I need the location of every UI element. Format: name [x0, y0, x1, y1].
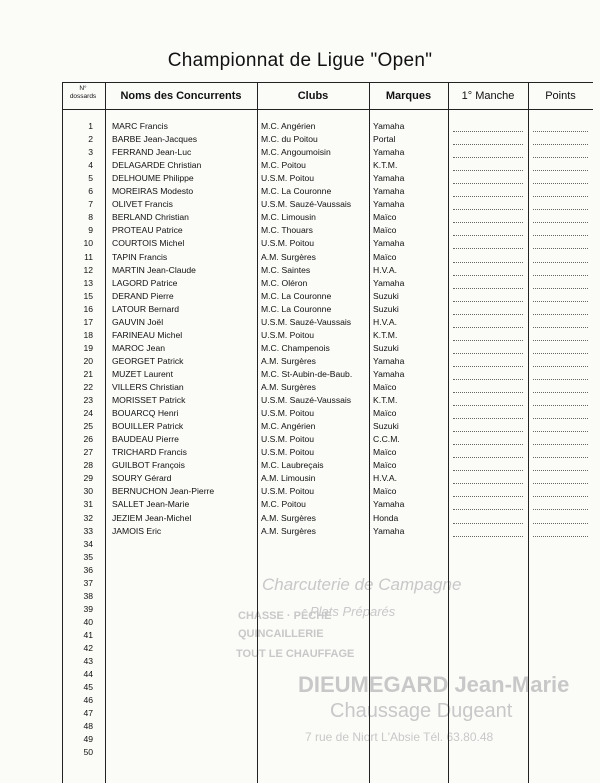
dossard-number: 19: [83, 342, 93, 353]
competitor-name: TRICHARD Francis: [112, 447, 187, 458]
header-points: Points: [545, 90, 576, 102]
table-row: [63, 329, 593, 342]
dossard-number: 48: [83, 721, 93, 732]
table-row: [63, 433, 593, 446]
dossard-number: 23: [83, 395, 93, 406]
motorcycle-make: Maïco: [373, 486, 397, 497]
dossard-number: 18: [83, 329, 93, 340]
competitor-name: GUILBOT François: [112, 460, 185, 471]
dossard-number: 13: [83, 277, 93, 288]
show-through-text-7: Chaussage Dugeant: [330, 700, 513, 722]
motorcycle-make: Suzuki: [373, 303, 399, 314]
dossard-number: 49: [83, 734, 93, 745]
competitor-name: BOUARCQ Henri: [112, 408, 179, 419]
competitor-name: BARBE Jean-Jacques: [112, 134, 198, 145]
motorcycle-make: Maïco: [373, 460, 397, 471]
competitor-name: BERNUCHON Jean-Pierre: [112, 486, 215, 497]
dossard-number: 46: [83, 695, 93, 706]
motorcycle-make: Yamaha: [373, 355, 405, 366]
club-name: U.S.M. Poitou: [261, 447, 315, 458]
table-row: [63, 290, 593, 303]
club-name: M.C. Poitou: [261, 499, 306, 510]
dossard-number: 37: [83, 577, 93, 588]
table-row: [63, 394, 593, 407]
dossard-number: 33: [83, 525, 93, 536]
show-through-text-3: CHASSE · PÊCHE: [238, 610, 332, 622]
club-name: U.S.M. Poitou: [261, 408, 315, 419]
competitor-name: SALLET Jean-Marie: [112, 499, 190, 510]
motorcycle-make: Honda: [373, 512, 399, 523]
club-name: U.S.M. Sauzé-Vaussais: [261, 395, 352, 406]
dossard-number: 4: [88, 160, 93, 171]
competitor-name: BERLAND Christian: [112, 212, 189, 223]
competitor-name: DELHOUME Philippe: [112, 173, 194, 184]
club-name: A.M. Surgères: [261, 512, 316, 523]
club-name: A.M. Surgères: [261, 382, 316, 392]
dossard-number: 1: [88, 121, 93, 131]
dossard-number: 42: [83, 643, 93, 653]
club-name: M.C. du Poitou: [261, 134, 318, 145]
show-through-text-5: TOUT LE CHAUFFAGE: [236, 648, 355, 660]
motorcycle-make: Yamaha: [373, 238, 405, 249]
dossard-number: 38: [83, 590, 93, 601]
dossard-number: 5: [88, 173, 93, 184]
dossard-number: 22: [83, 382, 93, 392]
table-row: [63, 381, 593, 394]
competitor-name: JAMOIS Eric: [112, 525, 162, 536]
dossard-number: 24: [83, 408, 93, 419]
competitor-name: SOURY Gérard: [112, 473, 172, 484]
dossard-number: 50: [83, 747, 93, 758]
table-row: [63, 303, 593, 316]
motorcycle-make: Suzuki: [373, 342, 399, 353]
table-row: [63, 603, 593, 616]
competitor-name: FARINEAU Michel: [112, 329, 183, 340]
table-row: [63, 185, 593, 198]
club-name: M.C. La Couronne: [261, 303, 332, 314]
dossard-number: 35: [83, 551, 93, 562]
dossard-number: 32: [83, 512, 93, 523]
table-row: [63, 355, 593, 368]
competitor-name: LAGORD Patrice: [112, 277, 178, 288]
table-row: [63, 720, 593, 733]
club-name: M.C. Angérien: [261, 421, 316, 432]
header-divider: [63, 109, 593, 110]
dossard-number: 28: [83, 460, 93, 471]
competitor-name: MORISSET Patrick: [112, 395, 186, 406]
dossard-number: 8: [88, 212, 93, 223]
competitor-name: LATOUR Bernard: [112, 303, 180, 314]
header-club: Clubs: [297, 90, 329, 102]
competitor-name: JEZIEM Jean-Michel: [112, 512, 192, 523]
header-name: Noms des Concurrents: [120, 90, 242, 102]
table-row: [63, 512, 593, 525]
competitor-name: VILLERS Christian: [112, 382, 184, 392]
club-name: M.C. Limousin: [261, 212, 316, 223]
table-row: [63, 642, 593, 655]
table-row: [63, 159, 593, 172]
dossard-number: 10: [83, 238, 93, 249]
club-name: U.S.M. Poitou: [261, 238, 315, 249]
dossard-number: 12: [83, 264, 93, 275]
club-name: M.C. Laubreçais: [261, 460, 324, 471]
motorcycle-make: Yamaha: [373, 147, 405, 158]
competitor-name: TAPIN Francis: [112, 251, 168, 262]
dossard-number: 41: [83, 629, 93, 640]
table-row: [63, 237, 593, 250]
motorcycle-make: Suzuki: [373, 421, 399, 432]
table-row: [63, 198, 593, 211]
motorcycle-make: K.T.M.: [373, 395, 398, 406]
dossard-number: 11: [84, 251, 93, 262]
club-name: M.C. La Couronne: [261, 290, 332, 301]
club-name: A.M. Surgères: [261, 251, 316, 262]
club-name: U.S.M. Poitou: [261, 434, 315, 445]
table-row: [63, 172, 593, 185]
motorcycle-make: Maïco: [373, 212, 397, 223]
dossard-number: 31: [83, 499, 93, 510]
competitor-name: PROTEAU Patrice: [112, 225, 183, 236]
competitor-name: OLIVET Francis: [112, 199, 173, 210]
club-name: M.C. Angérien: [261, 121, 316, 131]
motorcycle-make: Yamaha: [373, 173, 405, 184]
table-row: [63, 211, 593, 224]
competitor-name: DELAGARDE Christian: [112, 160, 202, 171]
competitor-name: FERRAND Jean-Luc: [112, 147, 192, 158]
motorcycle-make: Maïco: [373, 447, 397, 458]
motorcycle-make: Yamaha: [373, 277, 405, 288]
header-make: Marques: [385, 90, 432, 102]
dossard-number: 17: [83, 316, 93, 327]
club-name: M.C. La Couronne: [261, 186, 332, 197]
club-name: M.C. Saintes: [261, 264, 311, 275]
dossard-number: 40: [83, 616, 93, 627]
dossard-number: 6: [88, 186, 93, 197]
dossard-number: 9: [88, 225, 93, 236]
club-name: A.M. Limousin: [261, 473, 316, 484]
dossard-number: 36: [83, 564, 93, 575]
header-dossard: [63, 85, 103, 101]
table-row: [63, 655, 593, 668]
dossard-number: 29: [83, 473, 93, 484]
table-row: [63, 251, 593, 264]
dossard-number: 39: [83, 603, 93, 614]
motorcycle-make: Maïco: [373, 225, 397, 236]
motorcycle-make: Yamaha: [373, 186, 405, 197]
competitor-name: MOREIRAS Modesto: [112, 186, 194, 197]
motorcycle-make: C.C.M.: [373, 434, 400, 445]
table-row: [63, 564, 593, 577]
table-row: [63, 681, 593, 694]
table-row: [63, 590, 593, 603]
competitor-name: DERAND Pierre: [112, 290, 174, 301]
table-row: [63, 629, 593, 642]
motorcycle-make: H.V.A.: [373, 473, 398, 484]
motorcycle-make: H.V.A.: [373, 264, 398, 275]
page-title: Championnat de Ligue "Open": [167, 50, 433, 71]
competitor-name: MAROC Jean: [112, 342, 166, 353]
competitor-name: MARTIN Jean-Claude: [112, 264, 196, 275]
dossard-number: 15: [83, 290, 93, 301]
table-row: [63, 551, 593, 564]
dossard-number: 25: [83, 421, 93, 432]
motorcycle-make: Portal: [373, 134, 396, 145]
club-name: U.S.M. Poitou: [261, 173, 315, 184]
results-table: [62, 82, 593, 783]
header-dossard-bottom: dossards: [69, 93, 97, 100]
table-row: [63, 498, 593, 511]
club-name: U.S.M. Poitou: [261, 486, 315, 497]
motorcycle-make: Maïco: [373, 382, 397, 392]
table-row: [63, 120, 593, 133]
dossard-number: 47: [83, 708, 93, 719]
competitor-name: MARC Francis: [112, 121, 168, 131]
table-row: [63, 316, 593, 329]
table-row: [63, 407, 593, 420]
dossard-number: 3: [88, 147, 93, 158]
motorcycle-make: Maïco: [373, 251, 397, 262]
dossard-number: 7: [88, 199, 93, 210]
table-row: [63, 616, 593, 629]
dossard-number: 16: [83, 303, 93, 314]
club-name: M.C. Oléron: [261, 277, 308, 288]
dossard-number: 21: [83, 368, 93, 379]
dossard-number: 27: [83, 447, 93, 458]
table-row: [63, 668, 593, 681]
table-row: [63, 446, 593, 459]
dossard-number: 43: [83, 656, 93, 667]
motorcycle-make: Maïco: [373, 408, 397, 419]
dossard-number: 30: [83, 486, 93, 497]
competitor-name: GAUVIN Joël: [112, 316, 164, 327]
motorcycle-make: Suzuki: [373, 290, 399, 301]
motorcycle-make: Yamaha: [373, 368, 405, 379]
table-row: [63, 264, 593, 277]
motorcycle-make: Yamaha: [373, 121, 405, 131]
dossard-number: 20: [83, 355, 93, 366]
club-name: A.M. Surgères: [261, 525, 316, 536]
motorcycle-make: Yamaha: [373, 525, 405, 536]
table-row: [63, 459, 593, 472]
motorcycle-make: K.T.M.: [373, 329, 398, 340]
table-row: [63, 485, 593, 498]
show-through-text-4: QUINCAILLERIE: [238, 628, 324, 640]
table-row: [63, 525, 593, 538]
club-name: U.S.M. Poitou: [261, 329, 315, 340]
header-heat: 1° Manche: [461, 90, 515, 102]
dossard-number: 34: [83, 538, 93, 549]
table-row: [63, 368, 593, 381]
table-row: [63, 733, 593, 746]
dossard-number: 45: [83, 682, 93, 693]
table-row: [63, 707, 593, 720]
dossard-number: 26: [83, 434, 93, 445]
club-name: M.C. Champenois: [261, 342, 330, 353]
competitor-name: COURTOIS Michel: [112, 238, 185, 249]
club-name: M.C. Angoumoisin: [261, 147, 331, 158]
competitor-name: GEORGET Patrick: [112, 355, 184, 366]
show-through-text-8: 7 rue de Niort L'Absie Tél. 63.80.48: [305, 730, 494, 744]
table-row: [63, 746, 593, 759]
motorcycle-make: Yamaha: [373, 499, 405, 510]
table-row: [63, 277, 593, 290]
show-through-text-1: Charcuterie de Campagne: [262, 575, 462, 594]
table-row: [63, 133, 593, 146]
table-row: [63, 342, 593, 355]
dossard-number: 44: [83, 669, 93, 680]
club-name: M.C. Poitou: [261, 160, 306, 171]
table-row: [63, 472, 593, 485]
motorcycle-make: Yamaha: [373, 199, 405, 210]
club-name: M.C. Thouars: [261, 225, 313, 236]
table-row: [63, 146, 593, 159]
competitor-name: BOUILLER Patrick: [112, 421, 184, 432]
table-row: [63, 420, 593, 433]
show-through-text-6: DIEUMEGARD Jean-Marie: [298, 672, 570, 697]
table-row: [63, 538, 593, 551]
competitor-name: BAUDEAU Pierre: [112, 434, 179, 445]
show-through-text-2: Plats Préparés: [310, 604, 396, 619]
dossard-number: 2: [88, 134, 93, 145]
table-row: [63, 694, 593, 707]
competitor-name: MUZET Laurent: [112, 368, 173, 379]
club-name: U.S.M. Sauzé-Vaussais: [261, 199, 352, 210]
club-name: A.M. Surgères: [261, 355, 316, 366]
club-name: M.C. St-Aubin-de-Baub.: [261, 368, 353, 379]
table-row: [63, 577, 593, 590]
motorcycle-make: H.V.A.: [373, 316, 398, 327]
header-dossard-top: N°: [79, 85, 87, 92]
table-row: [63, 224, 593, 237]
motorcycle-make: K.T.M.: [373, 160, 398, 171]
club-name: U.S.M. Sauzé-Vaussais: [261, 316, 352, 327]
